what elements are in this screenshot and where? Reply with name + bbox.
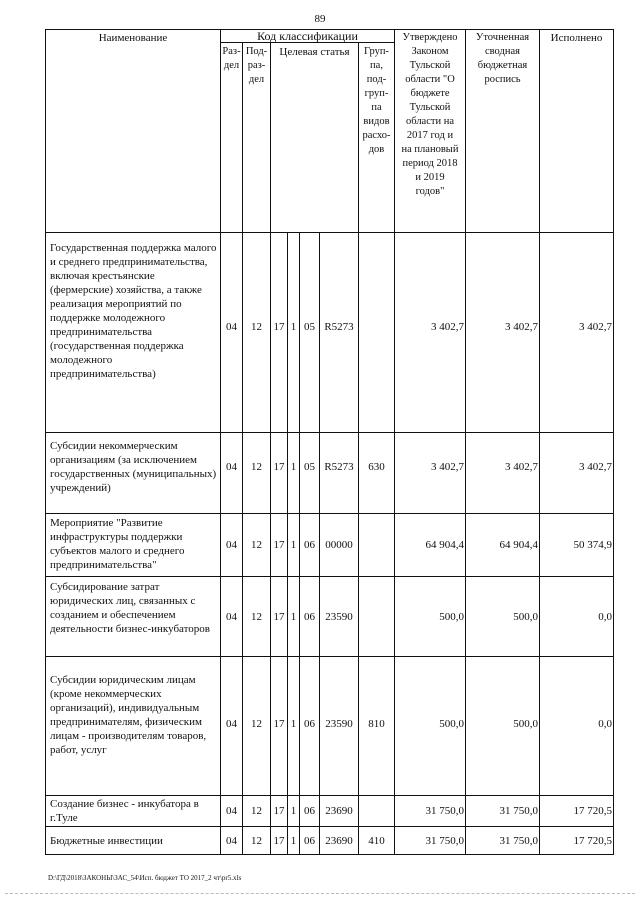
header-name: Наименование — [98, 32, 168, 44]
row-6-name: Бюджетные инвестиции — [50, 835, 163, 847]
row-5-refined: 31 750,0 — [499, 805, 538, 817]
row-0-podrazdel: 12 — [251, 321, 262, 333]
row-0-t2: 1 — [290, 321, 297, 333]
row-0-name: Государственная поддержка малого и среднего предпринимательства, включая крестьянские (фермерские) хозяйства, а также реализация мероприятий по поддержке молодежного предпринимательства (государственная поддержка молодежного предпринимательства) — [50, 242, 217, 380]
row-3-podrazdel: 12 — [251, 611, 262, 623]
row-6-approved: 31 750,0 — [425, 835, 464, 847]
row-5-t3: 06 — [304, 805, 315, 817]
row-4-t4: 23590 — [325, 718, 353, 730]
row-0-executed: 3 402,7 — [579, 321, 612, 333]
row-1-t2: 1 — [290, 461, 297, 473]
row-1-group: 630 — [368, 461, 385, 473]
row-5-name: Создание бизнес - инкубатора в г.Туле — [50, 798, 199, 824]
row-2-approved: 64 904,4 — [425, 539, 464, 551]
row-0-razdel: 04 — [226, 321, 237, 333]
row-4-podrazdel: 12 — [251, 718, 262, 730]
header-podrazdel: Под- раз- дел — [245, 46, 268, 85]
row-6-group: 410 — [368, 835, 385, 847]
row-5-t2: 1 — [290, 805, 297, 817]
row-6-t3: 06 — [304, 835, 315, 847]
row-6-t4: 23690 — [325, 835, 353, 847]
header-executed: Исполнено — [550, 32, 603, 44]
row-1-name: Субсидии некоммерческим организациям (за исключением государственных (муниципальных) учреждений) — [50, 440, 217, 494]
row-1-executed: 3 402,7 — [579, 461, 612, 473]
row-1-podrazdel: 12 — [251, 461, 262, 473]
row-2-t3: 06 — [304, 539, 315, 551]
row-3-executed: 0,0 — [598, 611, 612, 623]
row-0-t3: 05 — [304, 321, 315, 333]
file-path-footer: D:\ГД\2018\ЗАКОНЫ\ЗАС_54\Исп. бюджет ТО 2017_2 чт\pr5.xls — [48, 874, 242, 882]
row-5-executed: 17 720,5 — [573, 805, 612, 817]
row-4-refined: 500,0 — [513, 718, 538, 730]
row-5-podrazdel: 12 — [251, 805, 262, 817]
row-3-t2: 1 — [290, 611, 297, 623]
row-5-t1: 17 — [273, 805, 285, 817]
header-code: Код классификации — [257, 29, 358, 43]
header-approved: Утверждено Законом Тульской области "О бюджете Тульской области на 2017 год и на плановый период 2018 и 2019 годов" — [401, 32, 459, 197]
row-5-razdel: 04 — [226, 805, 237, 817]
row-0-t4: R5273 — [324, 321, 354, 333]
row-3-approved: 500,0 — [439, 611, 464, 623]
row-2-t4: 00000 — [325, 539, 353, 551]
row-1-approved: 3 402,7 — [431, 461, 464, 473]
row-5-t4: 23690 — [325, 805, 353, 817]
row-6-podrazdel: 12 — [251, 835, 262, 847]
row-2-t1: 17 — [273, 539, 285, 551]
row-3-razdel: 04 — [226, 611, 237, 623]
row-2-refined: 64 904,4 — [499, 539, 538, 551]
header-group: Груп- па, под- груп- па видов расхо- дов — [362, 46, 391, 155]
row-3-name: Субсидирование затрат юридических лиц, связанных с созданием и обеспечением деятельности бизнес-инкубаторов — [50, 581, 211, 635]
row-6-t2: 1 — [290, 835, 297, 847]
row-1-t3: 05 — [304, 461, 315, 473]
row-4-executed: 0,0 — [598, 718, 612, 730]
row-3-t1: 17 — [273, 611, 285, 623]
page-number: 89 — [314, 13, 326, 25]
row-3-refined: 500,0 — [513, 611, 538, 623]
header-razdel: Раз- дел — [222, 46, 241, 71]
row-4-t1: 17 — [273, 718, 285, 730]
row-4-name: Субсидии юридическим лицам (кроме некоммерческих организаций), индивидуальным предпринимателям, физическим лицам - производителям товаров, работ, услуг — [50, 674, 207, 756]
bottom-divider — [5, 893, 635, 894]
row-4-razdel: 04 — [226, 718, 237, 730]
row-4-t3: 06 — [304, 718, 315, 730]
row-4-t2: 1 — [290, 718, 297, 730]
row-6-executed: 17 720,5 — [573, 835, 612, 847]
row-5-approved: 31 750,0 — [425, 805, 464, 817]
row-1-t1: 17 — [273, 461, 285, 473]
row-6-razdel: 04 — [226, 835, 237, 847]
row-0-refined: 3 402,7 — [505, 321, 538, 333]
row-4-approved: 500,0 — [439, 718, 464, 730]
row-2-name: Мероприятие "Развитие инфраструктуры поддержки субъектов малого и среднего предпринимательства" — [50, 517, 185, 571]
row-3-t4: 23590 — [325, 611, 353, 623]
row-2-razdel: 04 — [226, 539, 237, 551]
header-refined: Уточненная сводная бюджетная роспись — [475, 32, 530, 85]
row-6-refined: 31 750,0 — [499, 835, 538, 847]
row-2-t2: 1 — [290, 539, 297, 551]
header-target: Целевая статья — [279, 46, 350, 58]
row-2-executed: 50 374,9 — [573, 539, 612, 551]
row-1-refined: 3 402,7 — [505, 461, 538, 473]
row-3-t3: 06 — [304, 611, 315, 623]
row-4-group: 810 — [368, 718, 385, 730]
row-0-t1: 17 — [273, 321, 285, 333]
row-6-t1: 17 — [273, 835, 285, 847]
row-1-razdel: 04 — [226, 461, 237, 473]
row-1-t4: R5273 — [324, 461, 354, 473]
row-0-approved: 3 402,7 — [431, 321, 464, 333]
row-2-podrazdel: 12 — [251, 539, 262, 551]
